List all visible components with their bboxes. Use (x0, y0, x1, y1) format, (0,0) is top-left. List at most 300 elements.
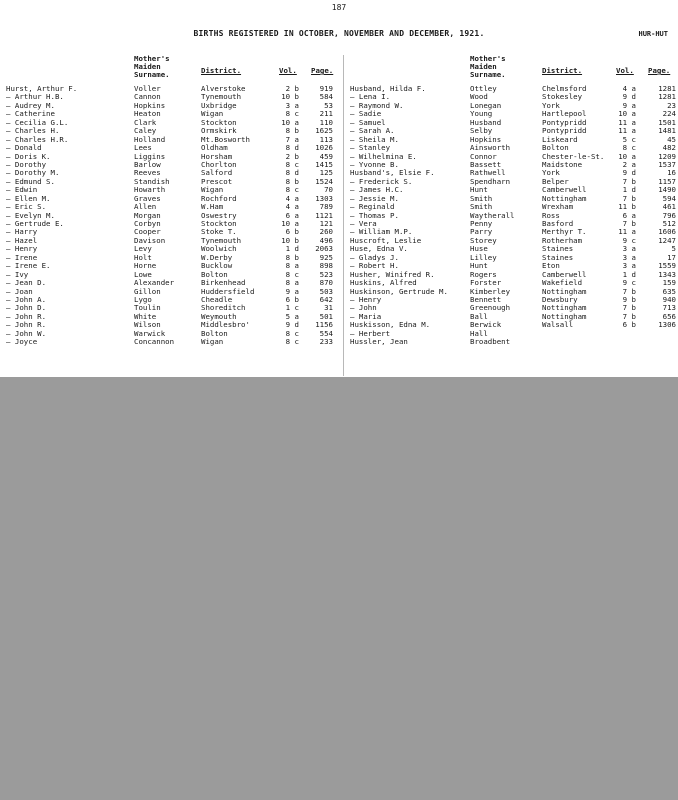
table-row (350, 313, 678, 321)
volume: 3 a (285, 101, 299, 110)
child-name: — John (350, 304, 377, 313)
district: Hartlepool (542, 110, 587, 119)
child-name: — Sadie (350, 110, 382, 119)
volume: 8 a (285, 262, 299, 271)
table-row (350, 304, 678, 312)
table-row (6, 195, 341, 203)
table-row (350, 288, 678, 296)
volume: 7 b (622, 304, 636, 313)
district: Liskeard (542, 135, 578, 144)
volume: 9 b (622, 295, 636, 304)
page-ref: 1303 (315, 194, 333, 203)
district: Maidstone (542, 160, 583, 169)
child-name: Husher, Winifred R. (350, 270, 435, 279)
volume: 7 b (622, 220, 636, 228)
page-ref: 1157 (658, 177, 676, 186)
child-name: — John D. (6, 304, 47, 313)
volume: 8 c (285, 110, 299, 119)
district: Wakefield (542, 279, 583, 288)
mother-maiden-surname: Corbyn (134, 220, 161, 228)
page-ref: 17 (667, 253, 676, 262)
mother-maiden-surname: White (134, 312, 157, 321)
district: Bolton (201, 329, 228, 338)
volume: 8 b (285, 177, 299, 186)
mother-maiden-surname: Hopkins (134, 101, 166, 110)
district: Middlesbro' (201, 321, 250, 330)
child-name: — Henry (6, 245, 38, 254)
page-ref: 1625 (315, 127, 333, 136)
district: Prescot (201, 177, 233, 186)
district: Nottingham (542, 287, 587, 296)
volume: 2 b (285, 85, 299, 93)
district: Stoke T. (201, 228, 237, 237)
mother-maiden-surname: Barlow (134, 160, 161, 169)
district: Chelmsford (542, 85, 587, 93)
child-name: — Reginald (350, 203, 395, 212)
district: Rochford (201, 194, 237, 203)
child-name: — Cecilia G.L. (6, 118, 69, 127)
page-ref: 1281 (658, 85, 676, 93)
mother-maiden-surname: Selby (470, 127, 493, 136)
child-name: — Raymond W. (350, 101, 404, 110)
district: Walsall (542, 321, 574, 330)
obscured-region (0, 377, 678, 800)
page-ref: 45 (667, 135, 676, 144)
mother-maiden-surname: Broadbent (470, 338, 511, 347)
district: Tynemouth (201, 93, 242, 102)
table-row (6, 304, 341, 312)
page-header: Page. (648, 66, 671, 75)
child-name: Hussler, Jean (350, 338, 408, 347)
volume: 9 c (622, 236, 636, 245)
table-row (6, 228, 341, 236)
page-ref: 224 (662, 110, 676, 119)
child-name: — Robert H. (350, 262, 399, 271)
table-row (6, 203, 341, 211)
volume: 3 a (622, 262, 636, 271)
mother-maiden-surname: Rogers (470, 270, 497, 279)
district: York (542, 169, 560, 178)
volume: 11 b (618, 203, 636, 212)
child-name: Hurst, Arthur F. (6, 85, 78, 93)
page-ref: 1121 (315, 211, 333, 220)
child-name: — Irene E. (6, 262, 51, 271)
mother-maiden-surname: Wood (470, 93, 488, 102)
mother-maiden-surname: Hall (470, 329, 488, 338)
table-row (6, 85, 341, 93)
volume: 6 a (622, 211, 636, 220)
district: Stockton (201, 220, 237, 228)
page-ref: 870 (319, 279, 333, 288)
district: Wigan (201, 338, 224, 347)
child-name: — Audrey M. (6, 101, 55, 110)
table-row (350, 271, 678, 279)
volume: 8 c (622, 144, 636, 153)
child-name: Husband, Hilda F. (350, 85, 426, 93)
table-row (6, 93, 341, 101)
child-name: — Lena I. (350, 93, 391, 102)
page-ref: 461 (662, 203, 676, 212)
volume: 9 d (622, 93, 636, 102)
page-ref: 635 (662, 287, 676, 296)
child-name: — Thomas P. (350, 211, 399, 220)
mother-maiden-surname: Howarth (134, 186, 166, 195)
district: Nottingham (542, 194, 587, 203)
table-row (350, 203, 678, 211)
child-name: Huscroft, Leslie (350, 236, 422, 245)
volume: 10 b (281, 93, 299, 102)
mother-maiden-surname: Cooper (134, 228, 161, 237)
child-name: — Edwin (6, 186, 38, 195)
page-ref: 23 (667, 101, 676, 110)
mother-maiden-surname: Caley (134, 127, 157, 136)
district: Rotherham (542, 236, 583, 245)
district: Cheadle (201, 295, 233, 304)
page-ref: 512 (662, 220, 676, 228)
volume: 10 a (618, 110, 636, 119)
table-row (350, 85, 678, 93)
table-row (6, 321, 341, 329)
mothers-maiden-surname-header: Mother's Maiden Surname. (134, 54, 170, 79)
district: Birkenhead (201, 279, 246, 288)
page-ref: 16 (667, 169, 676, 178)
table-row (350, 330, 678, 338)
child-name: — Evelyn M. (6, 211, 55, 220)
mother-maiden-surname: Horne (134, 262, 157, 271)
child-name: — Herbert (350, 329, 391, 338)
mother-maiden-surname: Warwick (134, 329, 166, 338)
table-row (350, 102, 678, 110)
table-row (6, 102, 341, 110)
mother-maiden-surname: Greenough (470, 304, 511, 313)
child-name: — Edmund S. (6, 177, 55, 186)
page-ref: 584 (319, 93, 333, 102)
page-ref: 1247 (658, 236, 676, 245)
district: Uxbridge (201, 101, 237, 110)
volume: 3 a (622, 253, 636, 262)
child-name: — James H.C. (350, 186, 404, 195)
table-row (6, 178, 341, 186)
table-row (350, 169, 678, 177)
mother-maiden-surname: Lees (134, 144, 152, 153)
child-name: — John R. (6, 321, 47, 330)
volume: 9 a (622, 101, 636, 110)
page-ref: 31 (324, 304, 333, 313)
volume: 6 b (622, 321, 636, 330)
page-ref: 789 (319, 203, 333, 212)
table-row (350, 186, 678, 194)
district: Eton (542, 262, 560, 271)
page-ref: 496 (319, 236, 333, 245)
table-row (350, 237, 678, 245)
table-row (6, 296, 341, 304)
district: Merthyr T. (542, 228, 587, 237)
district: Pontypridd (542, 118, 587, 127)
child-name: — Yvonne B. (350, 160, 399, 169)
mother-maiden-surname: Reeves (134, 169, 161, 178)
page-ref: 260 (319, 228, 333, 237)
volume: 6 b (285, 295, 299, 304)
table-row (6, 144, 341, 152)
district: Oswestry (201, 211, 237, 220)
table-row (6, 254, 341, 262)
right-rows (350, 85, 678, 347)
district: Woolwich (201, 245, 237, 254)
mother-maiden-surname: Ball (470, 312, 488, 321)
table-row (6, 136, 341, 144)
child-name: — John W. (6, 329, 47, 338)
child-name: — Jessie M. (350, 194, 399, 203)
page-ref: 713 (662, 304, 676, 313)
child-name: Huskins, Alfred (350, 279, 417, 288)
right-column (350, 55, 678, 347)
table-row (6, 288, 341, 296)
mother-maiden-surname: Concannon (134, 338, 175, 347)
mother-maiden-surname: Clark (134, 118, 157, 127)
volume: 8 c (285, 338, 299, 347)
child-name: — Frederick S. (350, 177, 413, 186)
child-name: — Hazel (6, 236, 38, 245)
page-ref: 1559 (658, 262, 676, 271)
district: Wigan (201, 110, 224, 119)
page-ref: 233 (319, 338, 333, 347)
mother-maiden-surname: Levy (134, 245, 152, 254)
volume: 2 a (622, 160, 636, 169)
page-ref: 211 (319, 110, 333, 119)
table-row (350, 161, 678, 169)
volume: 8 d (285, 144, 299, 153)
volume: 8 c (285, 160, 299, 169)
mother-maiden-surname: Connor (470, 152, 497, 161)
page-ref: 110 (319, 118, 333, 127)
table-row (350, 245, 678, 253)
district: Bolton (201, 270, 228, 279)
mother-maiden-surname: Bassett (470, 160, 502, 169)
left-column (6, 55, 341, 347)
page-ref: 1481 (658, 127, 676, 136)
child-name: — Catherine (6, 110, 55, 119)
table-row (6, 186, 341, 194)
district: Camberwell (542, 186, 587, 195)
table-row (350, 127, 678, 135)
district: Wrexham (542, 203, 574, 212)
table-row (350, 93, 678, 101)
child-name: — Stanley (350, 144, 391, 153)
volume: 8 d (285, 169, 299, 178)
table-row (6, 338, 341, 346)
mother-maiden-surname: Husband (470, 118, 502, 127)
volume: 4 a (285, 203, 299, 212)
table-row (6, 153, 341, 161)
district: Wigan (201, 186, 224, 195)
mother-maiden-surname: Holland (134, 135, 166, 144)
mothers-maiden-surname-header: Mother's Maiden Surname. (470, 54, 506, 79)
mother-maiden-surname: Lygo (134, 295, 152, 304)
page-ref: 1156 (315, 321, 333, 330)
table-row (6, 330, 341, 338)
volume: 8 a (285, 279, 299, 288)
vol-header: Vol. (279, 66, 297, 75)
volume: 1 d (622, 270, 636, 279)
mother-maiden-surname: Smith (470, 203, 493, 212)
volume: 7 b (622, 177, 636, 186)
district: Bolton (542, 144, 569, 153)
volume: 11 a (618, 228, 636, 237)
volume: 7 b (622, 287, 636, 296)
child-name: — Joan (6, 287, 33, 296)
page-header: Page. (311, 66, 334, 75)
table-row (6, 212, 341, 220)
district: Horsham (201, 152, 233, 161)
child-name: — Samuel (350, 118, 386, 127)
mother-maiden-surname: Liggins (134, 152, 166, 161)
mother-maiden-surname: Gillon (134, 287, 161, 296)
table-row (6, 220, 341, 228)
page-ref: 159 (662, 279, 676, 288)
table-row (6, 127, 341, 135)
page-ref: 113 (319, 135, 333, 144)
child-name: — Vera (350, 220, 377, 228)
mother-maiden-surname: Standish (134, 177, 170, 186)
index-code: HUR-HUT (638, 30, 668, 38)
mother-maiden-surname: Young (470, 110, 493, 119)
district: Tynemouth (201, 236, 242, 245)
mother-maiden-surname: Bennett (470, 295, 502, 304)
district: Shoreditch (201, 304, 246, 313)
mother-maiden-surname: Storey (470, 236, 497, 245)
district: Salford (201, 169, 233, 178)
district: Oldham (201, 144, 228, 153)
mother-maiden-surname: Alexander (134, 279, 175, 288)
page-ref: 656 (662, 312, 676, 321)
page-ref: 482 (662, 144, 676, 153)
table-row (6, 161, 341, 169)
volume: 9 d (622, 169, 636, 178)
mother-maiden-surname: Parry (470, 228, 493, 237)
mother-maiden-surname: Hopkins (470, 135, 502, 144)
child-name: Husband's, Elsie F. (350, 169, 435, 178)
child-name: — Dorothy (6, 160, 47, 169)
page-ref: 1415 (315, 160, 333, 169)
vol-header: Vol. (616, 66, 634, 75)
right-header (350, 55, 678, 85)
district: Staines (542, 253, 574, 262)
district: Chorlton (201, 160, 237, 169)
page-ref: 523 (319, 270, 333, 279)
page-ref: 919 (319, 85, 333, 93)
child-name: Huskisson, Edna M. (350, 321, 431, 330)
page-ref: 925 (319, 253, 333, 262)
table-row (350, 279, 678, 287)
child-name: — John A. (6, 295, 47, 304)
page-ref: 1209 (658, 152, 676, 161)
page-ref: 642 (319, 295, 333, 304)
volume: 10 b (281, 236, 299, 245)
child-name: — Gladys J. (350, 253, 399, 262)
page-ref: 796 (662, 211, 676, 220)
volume: 3 a (622, 245, 636, 254)
table-row (350, 220, 678, 228)
volume: 9 d (285, 321, 299, 330)
child-name: — Doris K. (6, 152, 51, 161)
volume: 11 a (618, 118, 636, 127)
page-ref: 898 (319, 262, 333, 271)
mother-maiden-surname: Penny (470, 220, 493, 228)
mother-maiden-surname: Lowe (134, 270, 152, 279)
volume: 8 b (285, 253, 299, 262)
volume: 8 c (285, 329, 299, 338)
mother-maiden-surname: Spendharn (470, 177, 511, 186)
district: W.Derby (201, 253, 233, 262)
table-row (350, 195, 678, 203)
page-title: BIRTHS REGISTERED IN OCTOBER, NOVEMBER AND DECEMBER, 1921. (193, 29, 485, 38)
volume: 7 a (285, 135, 299, 144)
district: Stokesley (542, 93, 583, 102)
mother-maiden-surname: Huse (470, 245, 488, 254)
child-name: — Maria (350, 312, 382, 321)
child-name: — Ellen M. (6, 194, 51, 203)
page-ref: 5 (671, 245, 676, 254)
left-rows (6, 85, 341, 347)
table-row (350, 296, 678, 304)
child-name: — Charles H.R. (6, 135, 69, 144)
volume: 11 a (618, 127, 636, 136)
child-name: — Sheila M. (350, 135, 399, 144)
child-name: — Dorothy M. (6, 169, 60, 178)
page-ref: 1343 (658, 270, 676, 279)
page-ref: 70 (324, 186, 333, 195)
mother-maiden-surname: Davison (134, 236, 166, 245)
page-ref: 1606 (658, 228, 676, 237)
table-row (350, 228, 678, 236)
page-ref: 594 (662, 194, 676, 203)
mother-maiden-surname: Holt (134, 253, 152, 262)
child-name: — Harry (6, 228, 38, 237)
mother-maiden-surname: Ottley (470, 85, 497, 93)
district: Chester-le-St. (542, 152, 605, 161)
volume: 10 a (281, 118, 299, 127)
district: Nottingham (542, 304, 587, 313)
mother-maiden-surname: Ainsworth (470, 144, 511, 153)
child-name: Huse, Edna V. (350, 245, 408, 254)
child-name: — Gertrude E. (6, 220, 64, 228)
table-row (350, 321, 678, 329)
child-name: Huskinson, Gertrude M. (350, 287, 448, 296)
mother-maiden-surname: Smith (470, 194, 493, 203)
left-header (6, 55, 341, 85)
child-name: — Henry (350, 295, 382, 304)
page-ref: 1537 (658, 160, 676, 169)
volume: 8 c (285, 186, 299, 195)
child-name: — John R. (6, 312, 47, 321)
district: Weymouth (201, 312, 237, 321)
volume: 5 a (285, 312, 299, 321)
mother-maiden-surname: Wilson (134, 321, 161, 330)
table-row (350, 178, 678, 186)
mother-maiden-surname: Allen (134, 203, 157, 212)
mother-maiden-surname: Morgan (134, 211, 161, 220)
volume: 1 c (285, 304, 299, 313)
page-ref: 1501 (658, 118, 676, 127)
district-header: District. (542, 66, 583, 75)
district: Ross (542, 211, 560, 220)
district: Belper (542, 177, 569, 186)
page-ref: 1281 (658, 93, 676, 102)
table-row (6, 313, 341, 321)
child-name: — Jean D. (6, 279, 47, 288)
page-ref: 121 (319, 220, 333, 228)
table-row (350, 212, 678, 220)
